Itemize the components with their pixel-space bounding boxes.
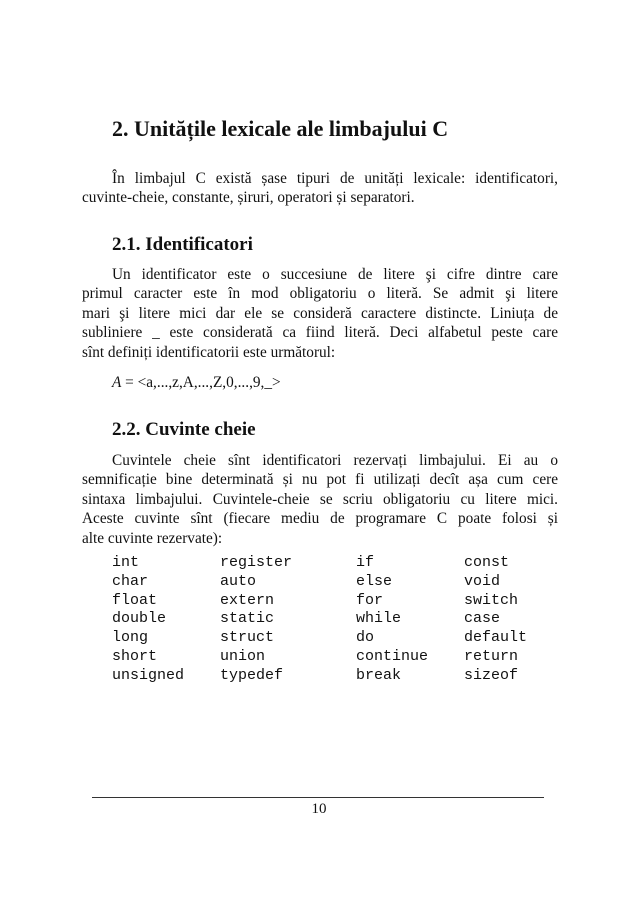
footer-divider [92, 797, 544, 798]
keyword-cell: return [464, 647, 519, 665]
formula-variable: A [112, 374, 122, 391]
table-row [112, 629, 554, 648]
identifiers-paragraph [82, 265, 558, 362]
keyword-cell: float [112, 591, 158, 609]
paragraph-line: semnificație bine determinată și nu pot fi utilizați decît așa cum cere [82, 471, 558, 489]
paragraph-line: Cuvintele cheie sînt identificatori rezervați limbajului. Ei au o [112, 452, 558, 469]
table-row [112, 554, 554, 573]
keyword-cell: else [356, 572, 393, 590]
keyword-cell: typedef [220, 666, 284, 684]
section-title: 2. Unitățile lexicale ale limbajului C [112, 116, 449, 141]
keyword-cell: short [112, 647, 158, 665]
section-intro [82, 169, 558, 208]
keywords-paragraph [82, 451, 558, 548]
paragraph-line: subliniere _ este considerată ca fiind literă. Deci alfabetul peste care [82, 324, 558, 342]
table-row [112, 610, 554, 629]
keywords-table [112, 554, 554, 686]
keyword-cell: break [356, 666, 402, 684]
keyword-cell: switch [464, 591, 519, 609]
keyword-cell: double [112, 610, 167, 628]
page-number: 10 [311, 801, 327, 817]
keyword-cell: auto [220, 572, 257, 590]
keyword-cell: for [356, 591, 384, 609]
paragraph-line: primul caracter este în mod obligatoriu o literă. Se admit şi litere [82, 285, 558, 303]
intro-line: În limbajul C există șase tipuri de unități lexicale: identificatori, [112, 170, 558, 187]
formula-expression: = <a,...,z,A,...,Z,0,...,9,_> [121, 374, 281, 391]
table-row [112, 573, 554, 592]
keyword-cell: static [220, 610, 275, 628]
keyword-cell: case [464, 610, 501, 628]
keyword-cell: unsigned [112, 666, 185, 684]
paragraph-line: sînt definiți identificatorii este următorul: [82, 343, 336, 361]
intro-line: cuvinte-cheie, constante, șiruri, operatori și separatori. [82, 189, 415, 207]
keyword-cell: default [464, 629, 528, 647]
keyword-cell: const [464, 554, 510, 571]
keyword-cell: register [220, 554, 293, 571]
keyword-cell: char [112, 572, 149, 590]
keyword-cell: while [356, 610, 402, 628]
keyword-cell: void [464, 572, 501, 590]
keyword-cell: long [112, 629, 149, 647]
paragraph-line: Un identificator este o succesiune de litere şi cifre dintre care [112, 266, 558, 283]
table-row [112, 648, 554, 667]
paragraph-line: mari şi litere mici dar ele se consideră caractere distincte. Liniuța de [82, 304, 558, 322]
paragraph-line: Aceste cuvinte sînt (fiecare mediu de programare C poate folosi și [82, 510, 558, 528]
keyword-cell: extern [220, 591, 275, 609]
paragraph-line: sintaxa limbajului. Cuvintele-cheie se scriu obligatoriu cu litere mici. [82, 490, 558, 508]
keyword-cell: union [220, 647, 266, 665]
paragraph-line: alte cuvinte rezervate): [82, 529, 223, 547]
keyword-cell: sizeof [464, 666, 519, 684]
keyword-cell: continue [356, 647, 429, 665]
keyword-cell: int [112, 554, 140, 571]
keyword-cell: do [356, 629, 375, 647]
table-row [112, 592, 554, 611]
subsection-title-identifiers: 2.1. Identificatori [112, 234, 253, 255]
keyword-cell: if [356, 554, 375, 571]
alphabet-formula [112, 374, 281, 392]
keyword-cell: struct [220, 629, 275, 647]
table-row [112, 667, 554, 686]
subsection-title-keywords: 2.2. Cuvinte cheie [112, 419, 256, 440]
